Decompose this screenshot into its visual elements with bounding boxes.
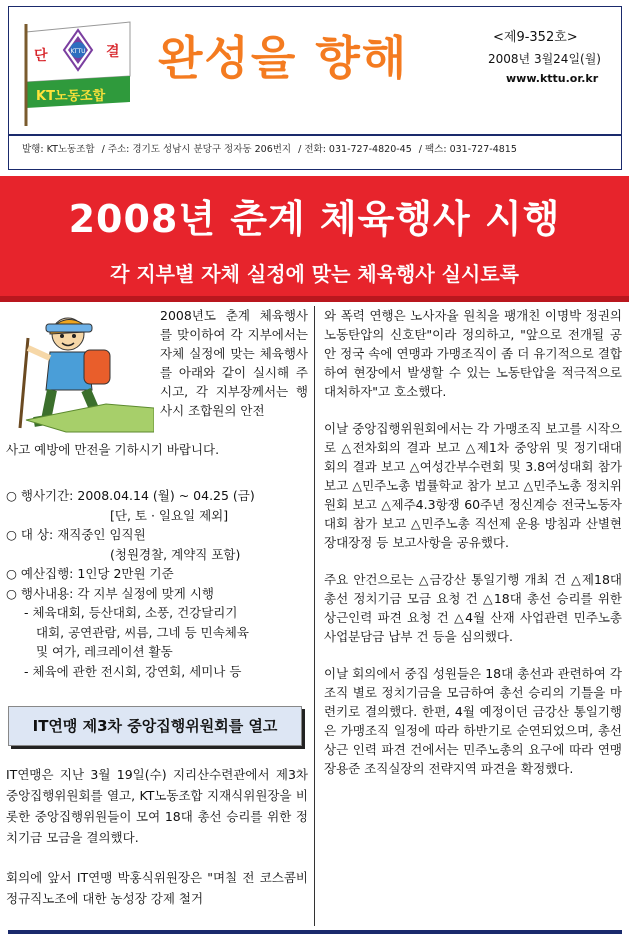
article-paragraph: 회의에 앞서 IT연맹 박홍식위원장은 "며칠 전 코스콤비정규직노조에 대한 농성장 강제 철거 (6, 870, 308, 906)
detail-content-item: 및 여가, 레크레이션 활동 (36, 644, 173, 659)
detail-content: ○ 행사내용: 각 지부 실정에 맞게 시행 (6, 585, 215, 601)
headline-band-shadow (0, 296, 629, 302)
issue-date: 2008년 3월24일(월) (488, 52, 601, 66)
article-paragraph: 이날 중앙집행위원회에서는 각 가맹조직 보고를 시작으로 △전차회의 결과 보고 △제1차 중앙위 및 정기대대 회의 결과 보고 △여성간부수련회 및 3.8여성대회 참가 보고 △민주노총 법률학교 참가 보고 △민주노총 정치위원회 보고 △제주4.3항쟁 60주년 정신계승 전국노동자대회 참가 보고 △민주노총 직선제 운용 방침과 산별현장대장정 등 보고사항을 공유했다. (324, 421, 622, 550)
flag-text-left: 단 (34, 48, 48, 64)
website-url[interactable]: www.kttu.or.kr (506, 72, 599, 85)
article-paragraph: IT연맹은 지난 3월 19일(수) 지리산수련관에서 제3차 중앙집행위원회를 열고, KT노동조합 지재식위원장을 비롯한 중앙집행위원들이 모여 18대 총선 승리를 위한 정치기금 모금을 결의했다. (6, 767, 308, 845)
publisher: 발행: KT노동조합 (22, 144, 95, 155)
right-column (324, 306, 622, 796)
column-divider (314, 306, 315, 926)
footer-rule (8, 930, 622, 934)
address: / 주소: 경기도 성남시 분당구 정자동 206번지 (101, 144, 292, 155)
it-federation-article (6, 764, 308, 928)
masthead (8, 6, 622, 134)
fax: / 팩스: 031-727-4815 (418, 144, 517, 155)
hiker-illustration-icon (6, 308, 154, 434)
intro-text: 2008년도 춘계 체육행사를 맞이하여 각 지부에서는 자체 실정에 맞는 체육행사를 아래와 같이 실시해 주시고, 각 지부장께서는 행사시 조합원의 안전 (160, 308, 308, 418)
detail-budget: ○ 예산집행: 1인당 2만원 기준 (6, 566, 174, 581)
phone: / 전화: 031-727-4820-45 (298, 144, 412, 155)
detail-period: ○ 행사기간: 2008.04.14 (월) ~ 04.25 (금) (6, 488, 255, 503)
event-details (6, 486, 308, 681)
main-headline: 2008년 춘계 체육행사 시행 (68, 197, 561, 241)
detail-target: ○ 대 상: 재직중인 임직원 (6, 527, 146, 542)
issue-number: <제9-352호> (493, 30, 578, 45)
logo-kttu-text: KTTU (70, 48, 86, 55)
publication-info (8, 134, 622, 156)
flag-banner-text: KT노동조합 (36, 89, 106, 104)
detail-period-note: [단, 토 · 일요일 제외] (110, 507, 229, 523)
detail-content-item: - 체육대회, 등산대회, 소풍, 건강달리기 (24, 605, 238, 620)
detail-content-item: - 체육에 관한 전시회, 강연회, 세미나 등 (24, 663, 242, 679)
sub-headline: 각 지부별 자체 실정에 맞는 체육행사 실시토록 (110, 262, 519, 286)
section-heading-box: IT연맹 제3차 중앙집행위원회를 열고 (8, 706, 302, 746)
article-paragraph: 이날 회의에서 중집 성원들은 18대 총선과 관련하여 각 조직 별로 정치기금을 모금하여 총선 승리의 기틀을 마련키로 결의했다. 한편, 4월 예정이던 금강산 통일기행은 가맹조직 일정에 따라 하반기로 순연되었으며, 총선 상근 인력 파견 건에서는 민주노총의 요구에 따라 연맹 장용준 조직실장의 전략지역 파견을 확정했다. (324, 666, 622, 776)
article-paragraph: 와 폭력 연행은 노사자율 원칙을 팽개친 이명박 정권의 노동탄압의 신호탄"이라 정의하고, "앞으로 전개될 공안 정국 속에 연맹과 가맹조직이 좀 더 유기적으로 결합하여 현장에서 발생할 수 있는 노동탄압을 적극적으로 대처하자"고 호소했다. (324, 308, 622, 399)
detail-content-item: 대회, 공연관람, 씨름, 그네 등 민속체육 (36, 624, 249, 640)
flag-text-right: 결 (106, 44, 120, 60)
detail-target-note: (청원경찰, 계약직 포함) (110, 546, 241, 562)
union-flag-logo-icon (22, 16, 134, 128)
article-paragraph: 주요 안건으로는 △금강산 통일기행 개최 건 △제18대 총선 정치기금 모금 요청 건 △18대 총선 승리를 위한 상근인력 파견 요청 건 △4월 산재 사업관련 민주노총 사업분담금 납부 건 등을 심의했다. (324, 572, 622, 644)
intro-text-tail: 사고 예방에 만전을 기하시기 바랍니다. (6, 442, 220, 457)
newspaper-title: 완성을 향해 (158, 31, 409, 85)
